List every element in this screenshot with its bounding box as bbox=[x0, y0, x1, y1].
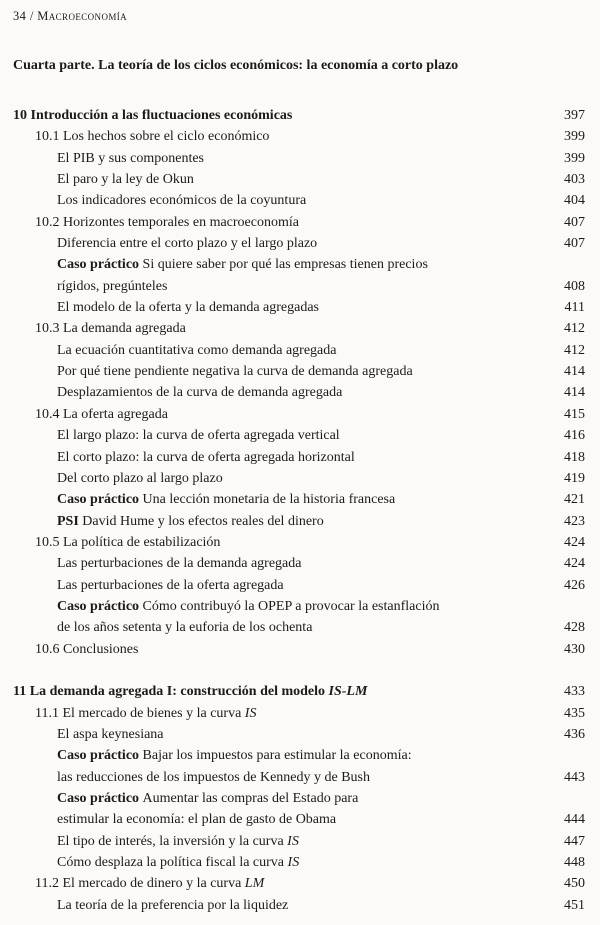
toc-entry-text bbox=[35, 532, 557, 553]
toc-entry-text bbox=[13, 681, 557, 702]
toc-entry-segment: La ecuación cuantitativa como demanda agregada bbox=[57, 342, 337, 358]
toc-page-number: 419 bbox=[564, 470, 585, 486]
toc-entry-segment: Caso práctico bbox=[57, 598, 143, 614]
toc-entry-text bbox=[35, 873, 557, 894]
toc-page-number: 450 bbox=[564, 876, 585, 892]
toc-entry-segment: IS bbox=[287, 833, 299, 849]
toc-entry-text bbox=[57, 596, 557, 617]
toc-page-number: 423 bbox=[564, 513, 585, 529]
toc-page-number: 426 bbox=[564, 577, 585, 593]
toc-line bbox=[13, 297, 585, 318]
toc-entry-text bbox=[57, 340, 557, 361]
toc-line bbox=[13, 873, 585, 894]
toc-entry-segment: IS bbox=[244, 705, 257, 721]
toc-entry-segment: Las perturbaciones de la oferta agregada bbox=[57, 577, 284, 593]
toc-page-number: 444 bbox=[564, 812, 585, 828]
toc-page-number: 448 bbox=[564, 855, 585, 871]
toc-entry-text bbox=[57, 788, 557, 809]
toc-entry-text bbox=[57, 575, 557, 596]
toc-entry-text bbox=[35, 318, 557, 339]
toc-entry-segment: El modelo de la oferta y la demanda agregadas bbox=[57, 300, 319, 316]
toc-entry-segment: Caso práctico bbox=[57, 492, 143, 508]
toc-line bbox=[13, 190, 585, 211]
toc-entry-text bbox=[13, 105, 557, 126]
toc-list bbox=[13, 105, 585, 916]
page-header bbox=[13, 9, 585, 24]
toc-entry-text bbox=[57, 511, 557, 532]
toc-line bbox=[13, 254, 585, 275]
toc-page-number: 435 bbox=[564, 705, 585, 721]
toc-page-number: 424 bbox=[564, 556, 585, 572]
toc-entry-segment: La teoría de la preferencia por la liquidez bbox=[57, 897, 289, 913]
toc-line bbox=[13, 703, 585, 724]
toc-entry-segment: El aspa keynesiana bbox=[57, 726, 164, 742]
toc-page-number: 416 bbox=[564, 428, 585, 444]
toc-entry-text bbox=[57, 361, 557, 382]
toc-line bbox=[13, 809, 585, 830]
toc-page-number: 407 bbox=[564, 214, 585, 230]
toc-page-number: 428 bbox=[564, 620, 585, 636]
toc-page-number: 397 bbox=[564, 108, 585, 123]
toc-entry-segment: rígidos, pregúnteles bbox=[57, 278, 168, 294]
toc-page-number: 399 bbox=[564, 129, 585, 145]
toc-entry-segment: Si quiere saber por qué las empresas tienen precios bbox=[142, 257, 428, 273]
toc-entry-segment: 10.4 La oferta agregada bbox=[35, 406, 168, 422]
toc-entry-segment: Las perturbaciones de la demanda agregada bbox=[57, 556, 302, 572]
toc-page-number: 399 bbox=[564, 150, 585, 166]
toc-page-number: 415 bbox=[564, 406, 585, 422]
toc-entry-text bbox=[35, 404, 557, 425]
toc-entry-segment: Caso práctico bbox=[57, 748, 143, 764]
toc-entry-text bbox=[57, 276, 557, 297]
toc-entry-segment: 10.1 Los hechos sobre el ciclo económico bbox=[35, 129, 270, 145]
toc-line bbox=[13, 511, 585, 532]
toc-entry-text bbox=[57, 148, 557, 169]
toc-page-number: 443 bbox=[564, 769, 585, 785]
toc-entry-segment: 11 La demanda agregada I: construcción del modelo bbox=[13, 684, 329, 700]
toc-entry-text bbox=[57, 745, 557, 766]
toc-entry-text bbox=[57, 190, 557, 211]
toc-entry-text bbox=[57, 425, 557, 446]
toc-line bbox=[13, 852, 585, 873]
toc-line bbox=[13, 233, 585, 254]
toc-entry-segment: Caso práctico bbox=[57, 257, 143, 273]
toc-page-number: 421 bbox=[564, 492, 585, 508]
toc-entry-text bbox=[57, 553, 557, 574]
toc-entry-segment: 10 Introducción a las fluctuaciones económicas bbox=[13, 108, 293, 123]
toc-entry-text bbox=[57, 169, 557, 190]
toc-entry-text bbox=[57, 831, 557, 852]
toc-page-number: 451 bbox=[564, 897, 585, 913]
toc-line bbox=[13, 767, 585, 788]
toc-line bbox=[13, 382, 585, 403]
toc-entry-text bbox=[57, 233, 557, 254]
toc-entry-segment: Una lección monetaria de la historia francesa bbox=[142, 492, 396, 508]
toc-entry-text bbox=[57, 767, 557, 788]
toc-page-number: 407 bbox=[564, 236, 585, 252]
toc-page-number: 430 bbox=[564, 641, 585, 657]
toc-line bbox=[13, 553, 585, 574]
toc-line bbox=[13, 105, 585, 126]
toc-line bbox=[13, 617, 585, 638]
toc-entry-text bbox=[57, 297, 557, 318]
toc-entry-segment: LM bbox=[244, 876, 265, 892]
toc-entry-segment: Caso práctico bbox=[57, 791, 143, 806]
toc-line bbox=[13, 340, 585, 361]
toc-page-number: 408 bbox=[564, 278, 585, 294]
toc-entry-segment: IS bbox=[287, 855, 300, 871]
toc-line bbox=[13, 489, 585, 510]
part-heading: Cuarta parte. La teoría de los ciclos económicos: la economía a corto plazo bbox=[13, 58, 459, 73]
toc-entry-segment: David Hume y los efectos reales del dinero bbox=[82, 513, 324, 529]
toc-entry-segment: Bajar los impuestos para estimular la economía: bbox=[142, 748, 412, 764]
toc-entry-segment: Cómo desplaza la política fiscal la curva bbox=[57, 855, 288, 871]
toc-line bbox=[13, 404, 585, 425]
toc-entry-segment: de los años setenta y la euforia de los ochenta bbox=[57, 620, 313, 636]
toc-entry-text bbox=[57, 254, 557, 275]
toc-entry-segment: El tipo de interés, la inversión y la curva bbox=[57, 833, 288, 849]
toc-page-number: 412 bbox=[564, 321, 585, 337]
toc-entry-text bbox=[57, 617, 557, 638]
toc-entry-segment: PSI bbox=[57, 513, 83, 529]
toc-entry-text bbox=[35, 126, 557, 147]
toc-entry-segment: IS-LM bbox=[328, 684, 368, 700]
toc-page-number: 414 bbox=[564, 364, 585, 380]
toc-line bbox=[13, 788, 585, 809]
toc-entry-text bbox=[57, 809, 557, 830]
toc-entry-text bbox=[35, 703, 557, 724]
toc-line bbox=[13, 532, 585, 553]
toc-page-number: 418 bbox=[564, 449, 585, 465]
toc-line bbox=[13, 126, 585, 147]
toc-entry-text bbox=[57, 447, 557, 468]
toc-entry-segment: El paro y la ley de Okun bbox=[57, 172, 194, 188]
toc-entry-segment: Diferencia entre el corto plazo y el largo plazo bbox=[57, 236, 318, 252]
toc-entry-text bbox=[57, 382, 557, 403]
toc-entry-segment: Cómo contribuyó la OPEP a provocar la estanflación bbox=[142, 598, 440, 614]
toc-entry-text bbox=[57, 724, 557, 745]
toc-entry-segment: Los indicadores económicos de la coyuntura bbox=[57, 193, 307, 209]
toc-entry-segment: Desplazamientos de la curva de demanda agregada bbox=[57, 385, 343, 401]
toc-entry-text bbox=[35, 639, 557, 660]
toc-line bbox=[13, 681, 585, 702]
toc-entry-text bbox=[57, 468, 557, 489]
toc-entry-segment: las reducciones de los impuestos de Kennedy y de Bush bbox=[57, 769, 370, 785]
toc-entry-segment: 10.2 Horizontes temporales en macroeconomía bbox=[35, 214, 299, 230]
toc-entry-segment: 10.3 La demanda agregada bbox=[35, 321, 186, 337]
toc-entry-text bbox=[57, 489, 557, 510]
toc-line bbox=[13, 212, 585, 233]
toc-line bbox=[13, 276, 585, 297]
toc-page-number: 404 bbox=[564, 193, 585, 209]
toc-line bbox=[13, 596, 585, 617]
toc-entry-segment: Del corto plazo al largo plazo bbox=[57, 470, 223, 486]
toc-entry-segment: 10.5 La política de estabilización bbox=[35, 534, 221, 550]
toc-page-number: 411 bbox=[564, 300, 585, 316]
toc-line bbox=[13, 639, 585, 660]
toc-page-number: 403 bbox=[564, 172, 585, 188]
toc-line bbox=[13, 169, 585, 190]
toc-line bbox=[13, 575, 585, 596]
toc-line bbox=[13, 468, 585, 489]
toc-entry-segment: El largo plazo: la curva de oferta agregada vertical bbox=[57, 428, 340, 444]
toc-entry-text bbox=[35, 212, 557, 233]
toc-line bbox=[13, 895, 585, 916]
toc-entry-segment: 11.1 El mercado de bienes y la curva bbox=[35, 705, 245, 721]
toc-line bbox=[13, 425, 585, 446]
toc-line bbox=[13, 318, 585, 339]
toc-line bbox=[13, 148, 585, 169]
toc-entry-segment: El corto plazo: la curva de oferta agregada horizontal bbox=[57, 449, 355, 465]
toc-page-number: 414 bbox=[564, 385, 585, 401]
toc-entry-segment: Aumentar las compras del Estado para bbox=[142, 791, 359, 806]
toc-line bbox=[13, 447, 585, 468]
toc-entry-segment: estimular la economía: el plan de gasto de Obama bbox=[57, 812, 337, 828]
toc-page-number: 412 bbox=[564, 342, 585, 358]
toc-line bbox=[13, 745, 585, 766]
toc-entry-text bbox=[57, 895, 557, 916]
toc-entry-segment: 10.6 Conclusiones bbox=[35, 641, 139, 657]
toc-entry-segment: El PIB y sus componentes bbox=[57, 150, 204, 166]
toc-line bbox=[13, 831, 585, 852]
toc-entry-segment: Por qué tiene pendiente negativa la curva de demanda agregada bbox=[57, 364, 413, 380]
toc-entry-segment: 11.2 El mercado de dinero y la curva bbox=[35, 876, 245, 892]
toc-page-number: 436 bbox=[564, 726, 585, 742]
page-header-text: 34 / Macroeconomía bbox=[13, 9, 128, 23]
toc-entry-text bbox=[57, 852, 557, 873]
toc-line bbox=[13, 724, 585, 745]
toc-page-number: 447 bbox=[564, 833, 585, 849]
toc-page-number: 424 bbox=[564, 534, 585, 550]
toc-line bbox=[13, 361, 585, 382]
toc-page-number: 433 bbox=[564, 684, 585, 700]
